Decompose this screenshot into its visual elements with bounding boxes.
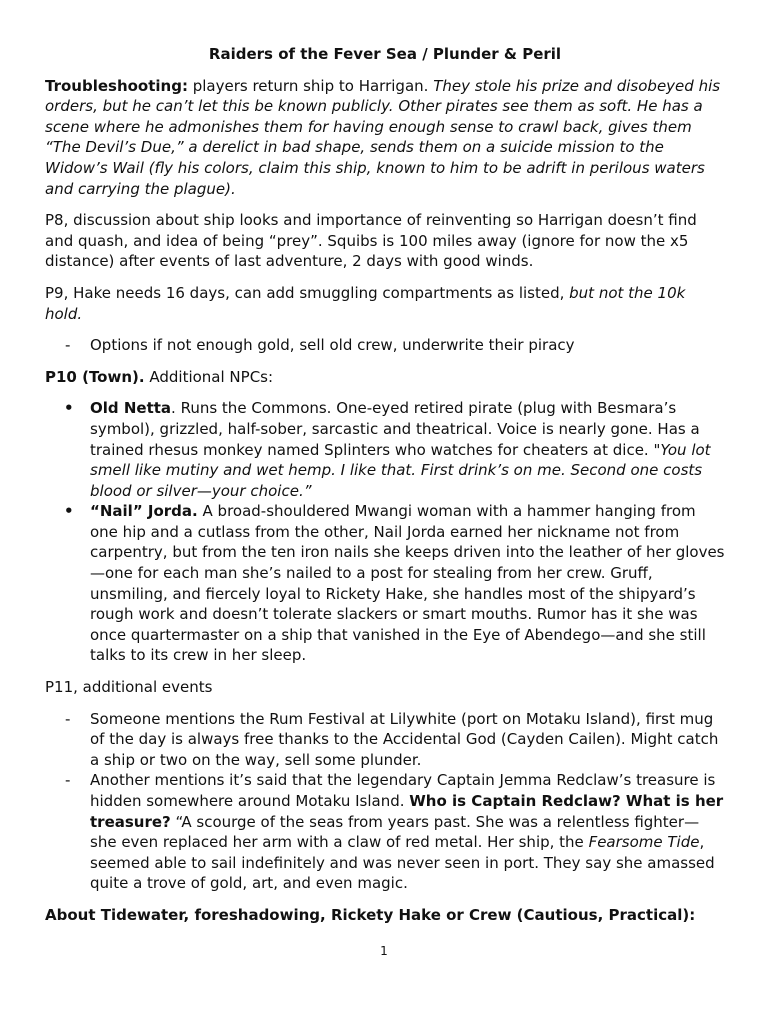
list-item [45, 770, 725, 894]
page-content [45, 44, 725, 937]
about-heading-text: About Tidewater, foreshadowing, Rickety Hake or Crew (Cautious, Practical): [45, 905, 696, 924]
troubleshooting-italic: They stole his prize and disobeyed his orders, but he can’t let this be known publicly. Other pirates see them as soft. He has a scene where he admonishes them for having enough sense to crawl back, gives them “The Devil’s Due,” a derelict in bad shape, sends them on a suicide mission to the Widow’s Wail (fly his colors, claim this ship, known to him to be adrift in perilous waters and carrying the plague). [45, 76, 721, 198]
dash-marker: - [65, 771, 71, 790]
p10-paragraph [45, 367, 725, 388]
npc-item-old-netta [45, 398, 725, 501]
p9-paragraph [45, 283, 725, 324]
ship-name: Fearsome Tide [588, 833, 700, 852]
p9-italic: but not the 10k hold. [45, 283, 686, 323]
npc-text: . Runs the Commons. One-eyed retired pirate (plug with Besmara’s symbol), grizzled, half-sober, sarcastic and theatrical. Voice is nearly gone. Has a trained rhesus monkey named Splinters who watches for cheaters at dice. [90, 399, 700, 459]
npc-name: “Nail” Jorda. [90, 502, 198, 521]
npc-name: Old Netta [90, 399, 172, 418]
troubleshooting-paragraph [45, 76, 725, 200]
event-text: Another mentions it’s said that the legendary Captain Jemma Redclaw’s treasure is hidden somewhere around Motaku Island. [90, 771, 716, 810]
list-item [45, 709, 725, 771]
event-text: Someone mentions the Rum Festival at Lilywhite (port on Motaku Island), first mug of the day is always free thanks to the Accidental God (Cayden Cailen). Might catch a ship or two on the way, sell some plunder. [90, 709, 719, 769]
dash-marker: - [65, 336, 71, 355]
npc-quote: "You lot smell like mutiny and wet hemp. I like that. First drink’s on me. Second one costs blood or silver—your choice.” [90, 440, 711, 500]
event-text: , seemed able to sail indefinitely and was never seen in port. They say she amassed quite a trove of gold, art, and even magic. [90, 833, 715, 893]
p10-text: Additional NPCs: [144, 367, 274, 386]
document-title: Raiders of the Fever Sea / Plunder & Peril [208, 45, 562, 63]
list-item [45, 335, 725, 356]
troubleshooting-text: players return ship to Harrigan. [187, 76, 434, 95]
about-heading [45, 905, 725, 926]
p10-label: P10 (Town). [45, 367, 145, 386]
npc-list [45, 398, 725, 666]
event-bold-question: Who is Captain Redclaw? What is her treasure? [90, 792, 724, 831]
p9-text: P9, Hake needs 16 days, can add smuggling compartments as listed, [45, 283, 570, 302]
p11-paragraph: P11, additional events [45, 678, 213, 697]
bullet-icon: • [64, 399, 74, 418]
page-number: 1 [380, 944, 388, 958]
p8-paragraph: P8, discussion about ship looks and importance of reinventing so Harrigan doesn’t find and quash, and idea of being “prey”. Squibs is 100 miles away (ignore for now the x5 distance) after events of last adventure, 2 days with good winds. [45, 211, 697, 271]
npc-item-nail-jorda [45, 501, 725, 666]
npc-text: A broad-shouldered Mwangi woman with a hammer hanging from one hip and a cutlass from the other, Nail Jorda earned her nickname not from carpentry, but from the ten iron nails she keeps driven into the leather of her gloves—one for each man she’s nailed to a post for stealing from her crew. Gruff, unsmiling, and fiercely loyal to Rickety Hake, she handles most of the shipyard’s rough work and doesn’t tolerate slackers or smart mouths. Rumor has it she was once quartermaster on a ship that vanished in the Eye of Abendego—and she still talks to its crew in her sleep. [90, 502, 725, 665]
event-text: “A scourge of the seas from years past. She was a relentless fighter—she even replaced her arm with a claw of red metal. Her ship, the [90, 812, 700, 852]
list-item-text: Options if not enough gold, sell old crew, underwrite their piracy [90, 336, 575, 355]
events-list [45, 709, 725, 894]
bullet-icon: • [64, 502, 74, 521]
troubleshooting-label: Troubleshooting: [45, 76, 188, 95]
p9-list [45, 335, 725, 356]
dash-marker: - [65, 709, 71, 728]
